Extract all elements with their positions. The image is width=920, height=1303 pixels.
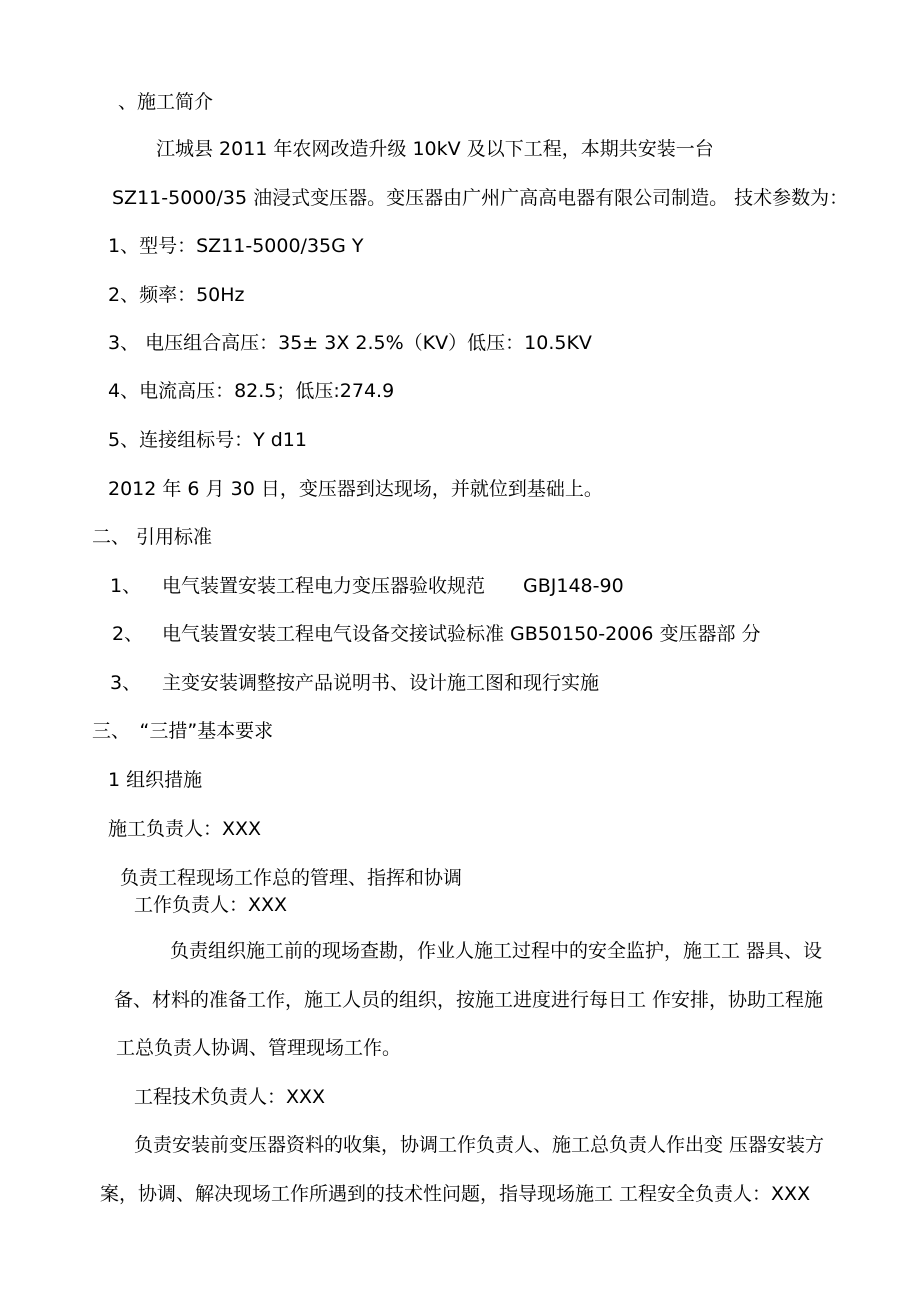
standard-item-text: 电气装置安装工程电气设备交接试验标准 GB50150-2006 变压器部 分: [162, 623, 761, 645]
section-heading-standards: 二、 引用标准: [92, 526, 213, 548]
subheading-organization-measures: 1 组织措施: [108, 769, 203, 791]
work-lead-duty-line: 负责组织施工前的现场查勘，作业人施工过程中的安全监护，施工工 器具、设: [170, 940, 823, 962]
section-heading-construction-intro: 、施工简介: [118, 91, 214, 113]
standard-item-number: 1、: [110, 575, 142, 597]
param-item-voltage: 3、 电压组合高压：35± 3X 2.5%（KV）低压：10.5KV: [108, 332, 592, 354]
standard-item-number: 2、: [112, 623, 144, 645]
param-item-frequency: 2、频率：50Hz: [108, 284, 245, 306]
work-lead-duty-line: 备、材料的准备工作，施工人员的组织，按施工进度进行每日工 作安排，协助工程施: [114, 989, 824, 1011]
work-lead-duty-line: 工总负责人协调、管理现场工作。: [116, 1037, 402, 1059]
construction-lead-label: 施工负责人：XXX: [108, 818, 262, 840]
standard-item-text: 电气装置安装工程电力变压器验收规范 GBJ148-90: [162, 575, 624, 597]
standard-item-text: 主变安装调整按产品说明书、设计施工图和现行实施: [162, 672, 600, 694]
param-item-connection: 5、连接组标号：Y d11: [108, 429, 307, 451]
technical-lead-label: 工程技术负责人：XXX: [134, 1086, 326, 1108]
technical-lead-duty-line: 案，协调、解决现场工作所遇到的技术性问题，指导现场施工 工程安全负责人：XXX: [100, 1183, 811, 1205]
intro-paragraph-line: 江城县 2011 年农网改造升级 10kV 及以下工程，本期共安装一台: [156, 138, 714, 160]
param-item-current: 4、电流高压：82.5；低压:274.9: [108, 380, 395, 402]
work-lead-label: 工作负责人：XXX: [134, 894, 288, 916]
param-item-model: 1、型号：SZ11-5000/35G Y: [108, 235, 364, 257]
arrival-sentence: 2012 年 6 月 30 日，变压器到达现场，并就位到基础上。: [108, 478, 603, 500]
intro-paragraph-line: SZ11-5000/35 油浸式变压器。变压器由广州广高高电器有限公司制造。 技术参数为：: [112, 187, 849, 209]
section-heading-three-measures: 三、 “三措”基本要求: [92, 720, 274, 742]
standard-item-number: 3、: [110, 672, 142, 694]
technical-lead-duty-line: 负责安装前变压器资料的收集，协调工作负责人、施工总负责人作出变 压器安装方: [134, 1134, 825, 1156]
construction-lead-duty: 负责工程现场工作总的管理、指挥和协调: [120, 867, 463, 889]
